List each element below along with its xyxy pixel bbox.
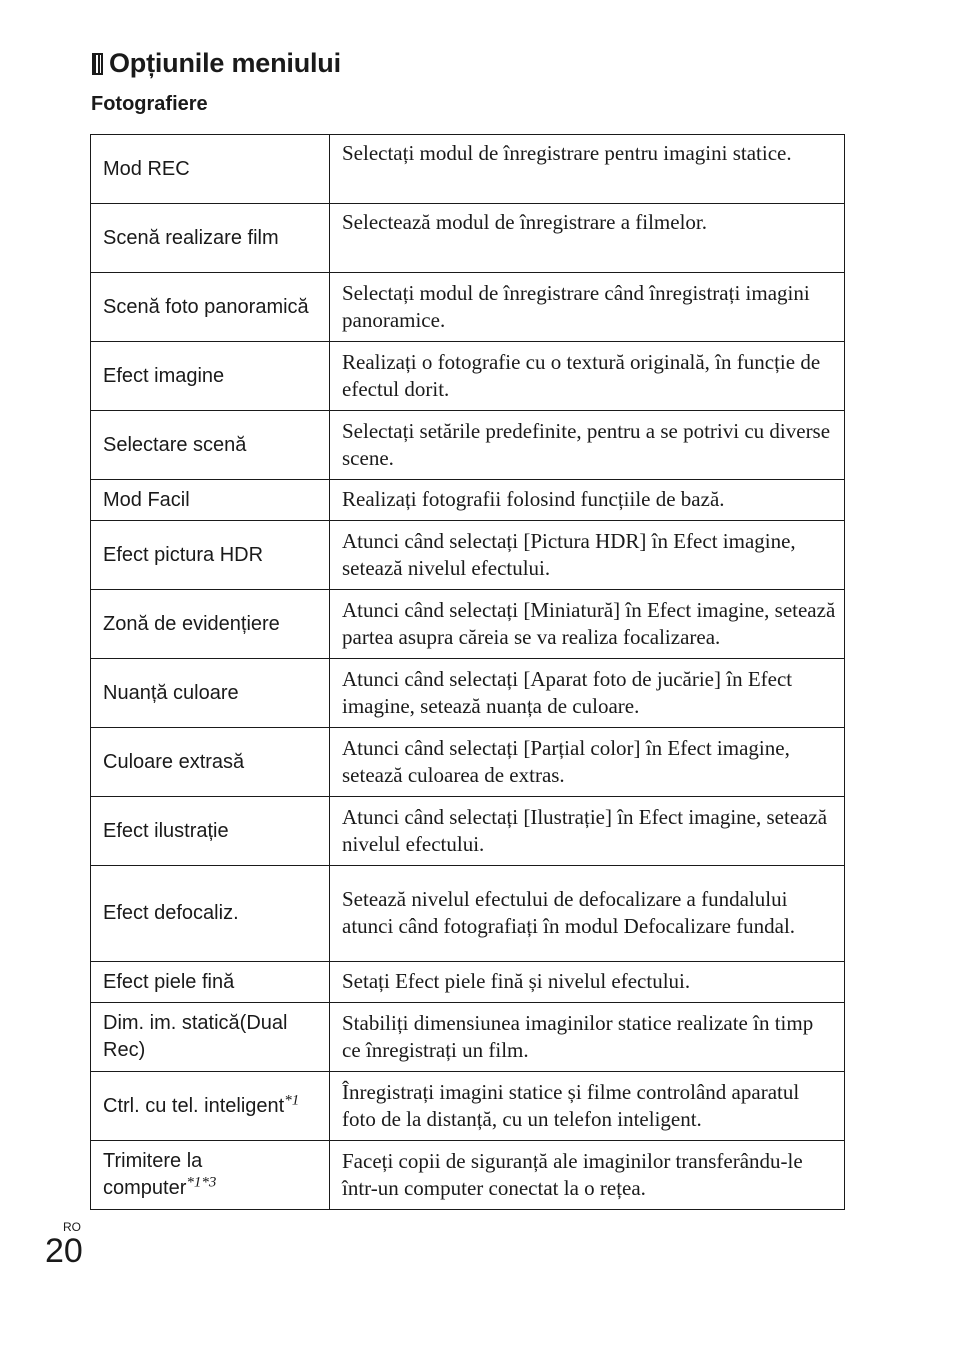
table-row: [91, 1141, 845, 1210]
option-description: Setați Efect piele fină și nivelul efectului.: [330, 962, 845, 1003]
heading-marker-icon: [92, 53, 103, 75]
menu-options-table: [90, 134, 845, 1210]
option-name: Efect defocaliz.: [91, 866, 330, 962]
option-name: [91, 1141, 330, 1210]
table-row: [91, 411, 845, 480]
table-row: [91, 1003, 845, 1072]
table-row: [91, 342, 845, 411]
page-number: 20: [45, 1232, 83, 1270]
option-name: [91, 1072, 330, 1141]
option-name: Efect piele fină: [91, 962, 330, 1003]
table-row: [91, 590, 845, 659]
table-row: [91, 135, 845, 204]
option-name: Efect pictura HDR: [91, 521, 330, 590]
option-name-text: Trimitere la computer: [103, 1150, 203, 1199]
option-name: Nuanță culoare: [91, 659, 330, 728]
option-name: Dim. im. statică(Dual Rec): [91, 1003, 330, 1072]
option-description: Realizați o fotografie cu o textură originală, în funcție de efectul dorit.: [330, 342, 845, 411]
table-row: [91, 480, 845, 521]
option-name: Scenă foto panoramică: [91, 273, 330, 342]
option-name-text: Ctrl. cu tel. inteligent: [103, 1094, 285, 1117]
option-name: Zonă de evidențiere: [91, 590, 330, 659]
footnote-marker: *1*3: [186, 1174, 217, 1191]
option-name: Mod Facil: [91, 480, 330, 521]
table-row: [91, 659, 845, 728]
option-name: Culoare extrasă: [91, 728, 330, 797]
option-description: Selectați modul de înregistrare pentru imagini statice.: [330, 135, 845, 204]
option-description: Setează nivelul efectului de defocalizare a fundalului atunci când fotografiați în modul Defocalizare fundal.: [330, 866, 845, 962]
table-row: [91, 273, 845, 342]
option-description: Selectează modul de înregistrare a filmelor.: [330, 204, 845, 273]
option-description: Atunci când selectați [Pictura HDR] în Efect imagine, setează nivelul efectului.: [330, 521, 845, 590]
page-heading: [92, 48, 341, 79]
table-row: [91, 204, 845, 273]
option-name: Efect ilustrație: [91, 797, 330, 866]
option-name: Scenă realizare film: [91, 204, 330, 273]
option-description: Stabiliți dimensiunea imaginilor statice realizate în timp ce înregistrați un film.: [330, 1003, 845, 1072]
option-description: Realizați fotografii folosind funcțiile de bază.: [330, 480, 845, 521]
option-description: Selectați modul de înregistrare când înregistrați imagini panoramice.: [330, 273, 845, 342]
option-description: Atunci când selectați [Parțial color] în Efect imagine, setează culoarea de extras.: [330, 728, 845, 797]
option-name: Efect imagine: [91, 342, 330, 411]
table-row: [91, 728, 845, 797]
option-description: Selectați setările predefinite, pentru a se potrivi cu diverse scene.: [330, 411, 845, 480]
option-description: Atunci când selectați [Miniatură] în Efect imagine, setează partea asupra căreia se va realiza focalizarea.: [330, 590, 845, 659]
option-description: Faceți copii de siguranță ale imaginilor transferându-le într-un computer conectat la o rețea.: [330, 1141, 845, 1210]
section-title: Fotografiere: [91, 93, 208, 115]
heading-text: Opțiunile meniului: [109, 48, 341, 78]
option-description: Atunci când selectați [Ilustrație] în Efect imagine, setează nivelul efectului.: [330, 797, 845, 866]
language-code: RO: [63, 1220, 81, 1234]
option-name: Mod REC: [91, 135, 330, 204]
table-row: [91, 521, 845, 590]
table-row: [91, 1072, 845, 1141]
table-row: [91, 962, 845, 1003]
option-description: Înregistrați imagini statice și filme controlând aparatul foto de la distanță, cu un telefon inteligent.: [330, 1072, 845, 1141]
footnote-marker: *1: [284, 1091, 300, 1108]
option-description: Atunci când selectați [Aparat foto de jucărie] în Efect imagine, setează nuanța de culoare.: [330, 659, 845, 728]
table-row: [91, 866, 845, 962]
table-row: [91, 797, 845, 866]
option-name: Selectare scenă: [91, 411, 330, 480]
